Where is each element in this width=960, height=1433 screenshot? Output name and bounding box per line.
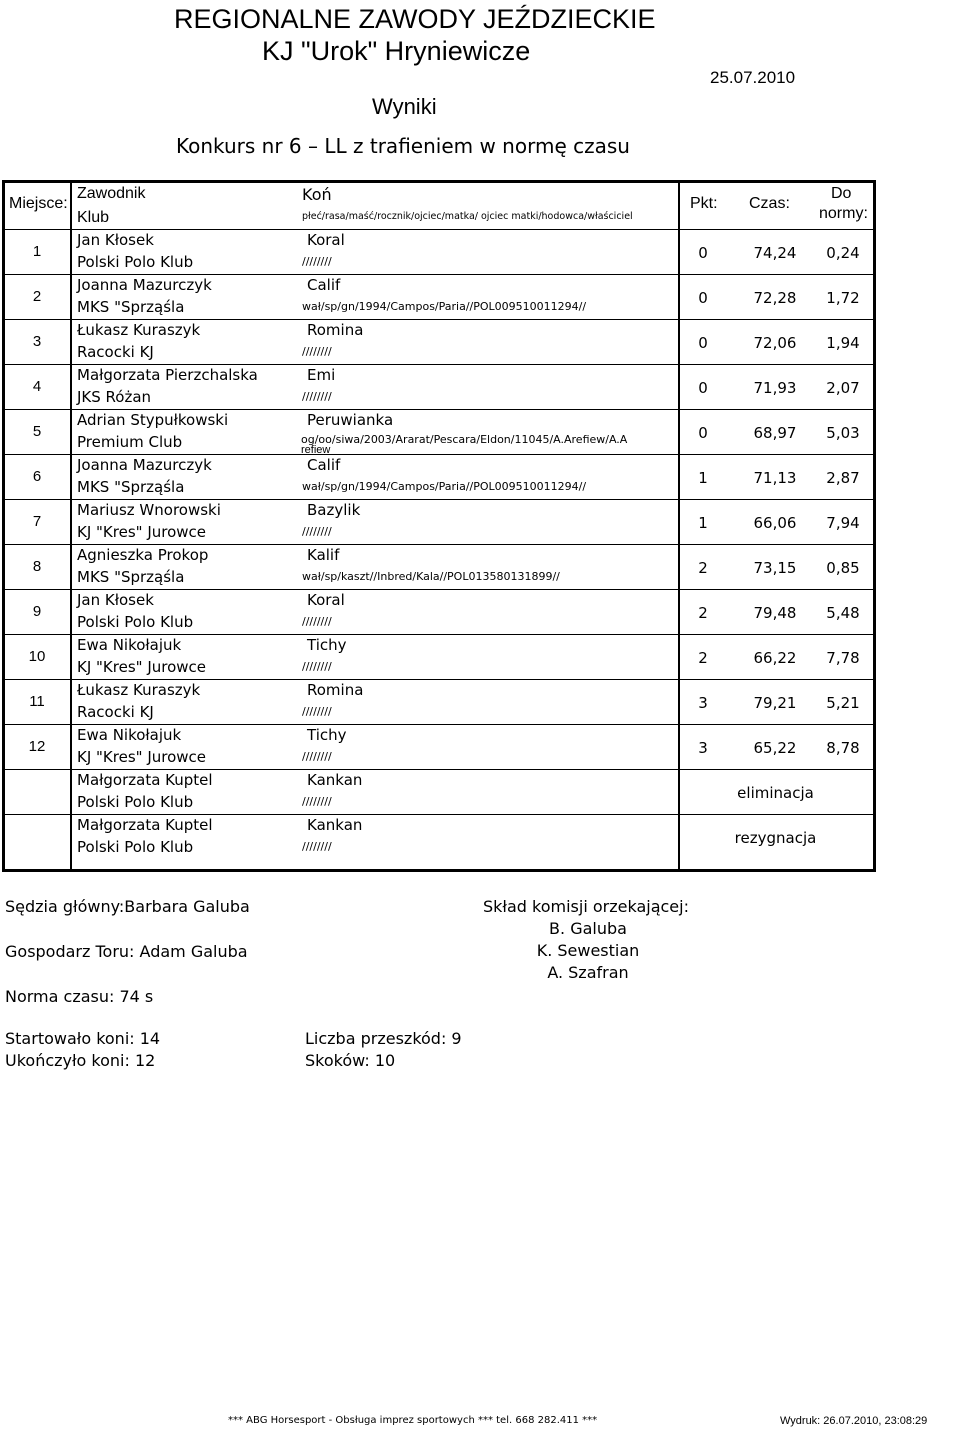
rank-cell: 8 (32, 558, 42, 575)
header-kon: Koń (302, 185, 332, 204)
horse-name: Romina (307, 681, 364, 699)
event-date: 25.07.2010 (710, 68, 796, 87)
club-name: MKS "Sprząśla (77, 568, 185, 586)
row-divider (5, 409, 873, 410)
rank-cell: 5 (32, 423, 42, 440)
rider-name: Adrian Stypułkowski (77, 411, 229, 429)
time-result: 73,15 (753, 559, 797, 577)
rider-name: Łukasz Kuraszyk (77, 321, 201, 339)
time-result: 68,97 (753, 424, 797, 442)
rider-name: Jan Kłosek (77, 231, 154, 249)
time-result: 65,22 (753, 739, 797, 757)
penalty-points: 3 (698, 694, 708, 712)
venue-title: KJ "Urok" Hryniewicze (262, 36, 531, 66)
horse-name: Koral (307, 591, 345, 609)
class-title: Konkurs nr 6 – LL z trafieniem w normę czasu (176, 134, 630, 158)
jury-member: A. Szafran (547, 963, 629, 982)
horse-details: //////// (302, 615, 332, 628)
penalty-points: 1 (698, 469, 708, 487)
penalty-points: 0 (698, 424, 708, 442)
rank-cell: 12 (28, 738, 46, 755)
row-divider (5, 814, 873, 815)
rider-name: Joanna Mazurczyk (77, 276, 212, 294)
horses-started: Startowało koni: 14 (5, 1029, 161, 1048)
club-name: Polski Polo Klub (77, 613, 194, 631)
rank-cell: 6 (32, 468, 42, 485)
horse-details: //////// (302, 345, 332, 358)
penalty-points: 0 (698, 334, 708, 352)
time-result: 79,21 (753, 694, 797, 712)
rank-cell: 10 (28, 648, 46, 665)
horse-details: //////// (302, 525, 332, 538)
horse-details-cont: refiew (301, 444, 331, 456)
header-miejsce: Miejsce: (9, 195, 68, 212)
club-name: Racocki KJ (77, 703, 154, 721)
time-result: 66,06 (753, 514, 797, 532)
rider-name: Jan Kłosek (77, 591, 154, 609)
rank-cell: 1 (32, 243, 42, 260)
rank-cell: 2 (32, 288, 42, 305)
time-to-norm: 0,85 (826, 559, 860, 577)
horse-details: //////// (302, 750, 332, 763)
club-name: Polski Polo Klub (77, 838, 194, 856)
horse-details: //////// (302, 390, 332, 403)
time-to-norm: 7,78 (826, 649, 860, 667)
rider-name: Łukasz Kuraszyk (77, 681, 201, 699)
horse-name: Tichy (307, 636, 347, 654)
header-kon-details: płeć/rasa/maść/rocznik/ojciec/matka/ ojciec matki/hodowca/właściciel (302, 211, 633, 222)
horse-name: Kankan (307, 816, 363, 834)
penalty-points: 3 (698, 739, 708, 757)
horse-name: Tichy (307, 726, 347, 744)
header-klub: Klub (77, 209, 110, 226)
rider-name: Joanna Mazurczyk (77, 456, 212, 474)
penalty-points: 2 (698, 604, 708, 622)
rider-name: Agnieszka Prokop (77, 546, 209, 564)
horse-name: Peruwianka (307, 411, 394, 429)
col-divider (70, 183, 72, 869)
club-name: JKS Różan (77, 388, 152, 406)
course-host: Gospodarz Toru: Adam Galuba (5, 942, 248, 961)
row-divider (5, 274, 873, 275)
time-to-norm: 7,94 (826, 514, 860, 532)
rank-cell: 9 (32, 603, 42, 620)
time-norm: Norma czasu: 74 s (5, 987, 154, 1006)
horse-details: //////// (302, 705, 332, 718)
horse-details: //////// (302, 255, 332, 268)
time-result: 71,93 (753, 379, 797, 397)
row-divider (5, 769, 873, 770)
rank-cell: 4 (32, 378, 42, 395)
club-name: Premium Club (77, 433, 183, 451)
penalty-points: 0 (698, 244, 708, 262)
penalty-points: 2 (698, 649, 708, 667)
header-do-normy-1: Do (831, 185, 852, 202)
rider-name: Małgorzata Pierzchalska (77, 366, 258, 384)
row-divider (5, 544, 873, 545)
row-divider (5, 679, 873, 680)
jury-member: K. Sewestian (536, 941, 640, 960)
time-result: 74,24 (753, 244, 797, 262)
jury-title: Skład komisji orzekającej: (483, 897, 689, 916)
rider-name: Ewa Nikołajuk (77, 726, 182, 744)
header-do-normy-2: normy: (819, 205, 868, 222)
rider-name: Ewa Nikołajuk (77, 636, 182, 654)
time-to-norm: 8,78 (826, 739, 860, 757)
penalty-points: 2 (698, 559, 708, 577)
penalty-points: 1 (698, 514, 708, 532)
time-to-norm: 1,94 (826, 334, 860, 352)
club-name: MKS "Sprząśla (77, 298, 185, 316)
club-name: Polski Polo Klub (77, 253, 194, 271)
penalty-points: 0 (698, 289, 708, 307)
header-czas: Czas: (749, 195, 790, 212)
club-name: Racocki KJ (77, 343, 154, 361)
horse-name: Kalif (307, 546, 340, 564)
rank-cell: 3 (32, 333, 42, 350)
time-to-norm: 5,03 (826, 424, 860, 442)
row-divider (5, 724, 873, 725)
horse-name: Romina (307, 321, 364, 339)
horse-details: //////// (302, 840, 332, 853)
horse-name: Emi (307, 366, 336, 384)
obstacle-count: Liczba przeszkód: 9 (305, 1029, 462, 1048)
time-to-norm: 0,24 (826, 244, 860, 262)
rider-name: Małgorzata Kuptel (77, 771, 213, 789)
rank-cell: 11 (29, 693, 45, 710)
time-to-norm: 5,21 (826, 694, 860, 712)
time-to-norm: 2,07 (826, 379, 860, 397)
print-timestamp: Wydruk: 26.07.2010, 23:08:29 (780, 1415, 928, 1427)
header-zawodnik: Zawodnik (77, 185, 146, 202)
rider-name: Małgorzata Kuptel (77, 816, 213, 834)
horse-name: Koral (307, 231, 345, 249)
club-name: KJ "Kres" Jurowce (77, 748, 207, 766)
row-divider (5, 589, 873, 590)
time-result: 71,13 (753, 469, 797, 487)
time-to-norm: 5,48 (826, 604, 860, 622)
results-heading: Wyniki (372, 94, 437, 119)
competition-title: REGIONALNE ZAWODY JEŹDZIECKIE (174, 4, 656, 34)
club-name: KJ "Kres" Jurowce (77, 523, 207, 541)
chief-judge: Sędzia główny:Barbara Galuba (5, 897, 250, 916)
horse-name: Kankan (307, 771, 363, 789)
time-result: 66,22 (753, 649, 797, 667)
club-name: MKS "Sprząśla (77, 478, 185, 496)
horse-name: Calif (307, 276, 341, 294)
row-divider (5, 499, 873, 500)
jury-member: B. Galuba (549, 919, 627, 938)
jump-count: Skoków: 10 (305, 1051, 396, 1070)
time-result: 72,28 (753, 289, 797, 307)
results-table (2, 180, 876, 872)
status-label: rezygnacja (734, 829, 817, 847)
status-label: eliminacja (737, 784, 814, 802)
penalty-points: 0 (698, 379, 708, 397)
horse-details: wał/sp/gn/1994/Campos/Paria//POL009510011294// (302, 300, 587, 313)
time-to-norm: 1,72 (826, 289, 860, 307)
horse-details: wał/sp/gn/1994/Campos/Paria//POL009510011294// (302, 480, 587, 493)
row-divider (5, 634, 873, 635)
row-divider (5, 364, 873, 365)
row-divider (5, 454, 873, 455)
header-pkt: Pkt: (690, 195, 718, 212)
horse-name: Calif (307, 456, 341, 474)
time-to-norm: 2,87 (826, 469, 860, 487)
club-name: Polski Polo Klub (77, 793, 194, 811)
rider-name: Mariusz Wnorowski (77, 501, 221, 519)
time-result: 79,48 (753, 604, 797, 622)
horse-name: Bazylik (307, 501, 361, 519)
rank-cell: 7 (32, 513, 42, 530)
horse-details: //////// (302, 795, 332, 808)
club-name: KJ "Kres" Jurowce (77, 658, 207, 676)
row-divider (5, 319, 873, 320)
horse-details: //////// (302, 660, 332, 673)
row-divider (5, 229, 873, 230)
horses-finished: Ukończyło koni: 12 (5, 1051, 156, 1070)
time-result: 72,06 (753, 334, 797, 352)
printer-credit: *** ABG Horsesport - Obsługa imprez sportowych *** tel. 668 282.411 *** (228, 1415, 598, 1426)
horse-details: og/oo/siwa/2003/Ararat/Pescara/Eldon/11045/A.Arefiew/A.A (301, 433, 628, 446)
horse-details: wał/sp/kaszt//Inbred/Kala//POL013580131899// (302, 570, 560, 583)
